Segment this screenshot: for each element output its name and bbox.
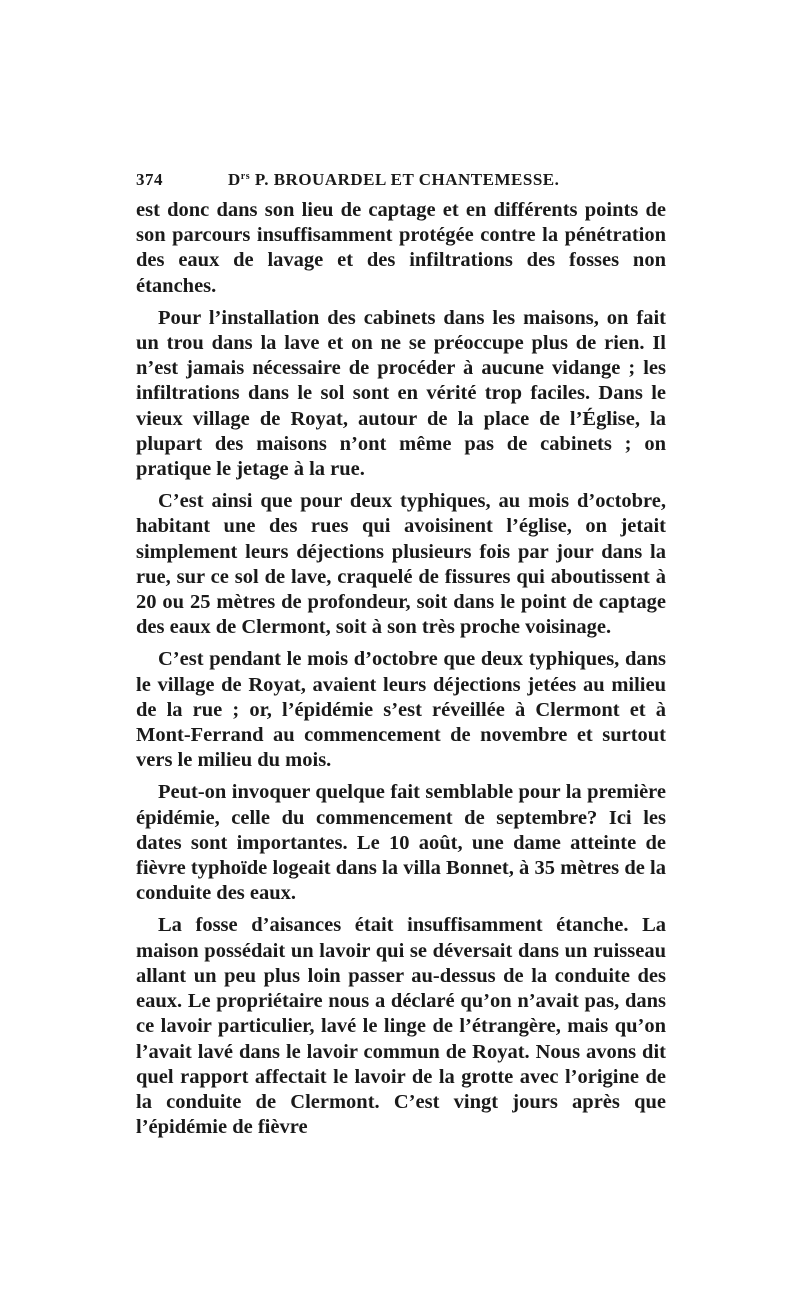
paragraph-1: est donc dans son lieu de captage et en différents points de son parcours insuffisamment protégée contre la pénétration des eaux de lavage et des infiltrations des fosses non étanches. (136, 199, 666, 297)
paragraph-6: La fosse d’aisances était insuffisamment étanche. La maison possédait un lavoir qui se déversait dans un ruisseau allant un peu plus loin passer au-dessus de la conduite des eaux. Le propriétaire nous a déclaré qu’on n’avait pas, dans ce lavoir particulier, lavé le linge de l’étrangère, mais qu’on l’avait lavé dans le lavoir commun de Royat. Nous avons dit quel rapport affectait le lavoir de la grotte avec l’origine de la conduite de Clermont. C’est vingt jours après que l’épidémie de fièvre (136, 914, 666, 1139)
running-head-authors: P. BROUARDEL ET CHANTEMESSE. (250, 170, 560, 189)
running-head-superscript: rs (240, 171, 251, 182)
paragraph-5: Peut-on invoquer quelque fait semblable pour la première épidémie, celle du commencement de septembre? Ici les dates sont importantes. Le 10 août, une dame atteinte de fièvre typhoïde logeait dans la villa Bonnet, à 35 mètres de la conduite des eaux. (136, 781, 666, 905)
paragraph-3: C’est ainsi que pour deux typhiques, au mois d’octobre, habitant une des rues qui avoisinent l’église, on jetait simplement leurs déjections plusieurs fois par jour dans la rue, sur ce sol de lave, craquelé de fissures qui aboutissent à 20 ou 25 mètres de profondeur, soit dans le point de captage des eaux de Clermont, soit à son très proche voisinage. (136, 490, 666, 639)
paragraph-2: Pour l’installation des cabinets dans les maisons, on fait un trou dans la lave et on ne se préoccupe plus de rien. Il n’est jamais nécessaire de procéder à aucune vidange ; les infiltrations dans le sol sont en vérité trop faciles. Dans le vieux village de Royat, autour de la place de l’Église, la plupart des maisons n’ont même pas de cabinets ; on pratique le jetage à la rue. (136, 306, 666, 481)
paragraph-4: C’est pendant le mois d’octobre que deux typhiques, dans le village de Royat, avaient leurs déjections jetées au milieu de la rue ; or, l’épidémie s’est réveillée à Clermont et à Mont-Ferrand au commencement de novembre et surtout vers le milieu du mois. (136, 648, 666, 772)
page-number: 374 (136, 170, 163, 189)
running-head (228, 166, 559, 191)
book-page (136, 166, 666, 1140)
running-head-prefix: D (228, 170, 241, 189)
page-header (136, 166, 666, 191)
body-text (136, 198, 666, 1140)
